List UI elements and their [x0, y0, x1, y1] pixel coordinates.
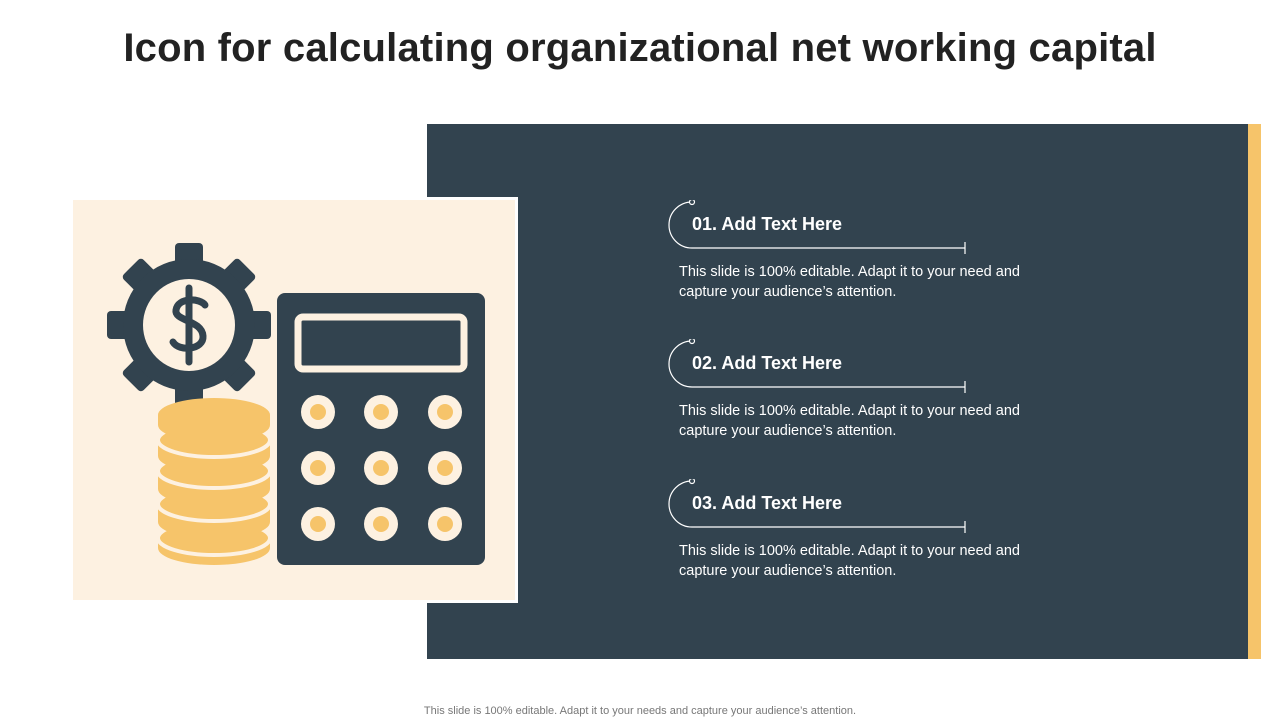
text-item-1	[668, 200, 1088, 300]
footer-note: This slide is 100% editable. Adapt it to your needs and capture your audience’s attention.	[423, 705, 857, 717]
accent-strip	[1248, 124, 1261, 659]
text-item-3	[668, 479, 1088, 579]
item-heading: 01. Add Text Here	[692, 214, 843, 234]
coin-stack-icon	[158, 398, 270, 565]
illustration	[73, 200, 521, 606]
gear-dollar-icon	[107, 243, 271, 407]
item-description: This slide is 100% editable. Adapt it to your need and capture your audience’s attention.	[679, 264, 1020, 300]
item-heading: 03. Add Text Here	[692, 493, 843, 513]
text-item-2	[668, 339, 1088, 439]
icon-card	[70, 197, 518, 603]
calculator-icon	[277, 293, 485, 565]
item-heading: 02. Add Text Here	[692, 353, 843, 373]
item-description: This slide is 100% editable. Adapt it to your need and capture your audience’s attention.	[679, 403, 1020, 439]
item-description: This slide is 100% editable. Adapt it to your need and capture your audience’s attention.	[679, 543, 1020, 579]
slide-title: Icon for calculating organizational net working capital	[123, 26, 1157, 70]
